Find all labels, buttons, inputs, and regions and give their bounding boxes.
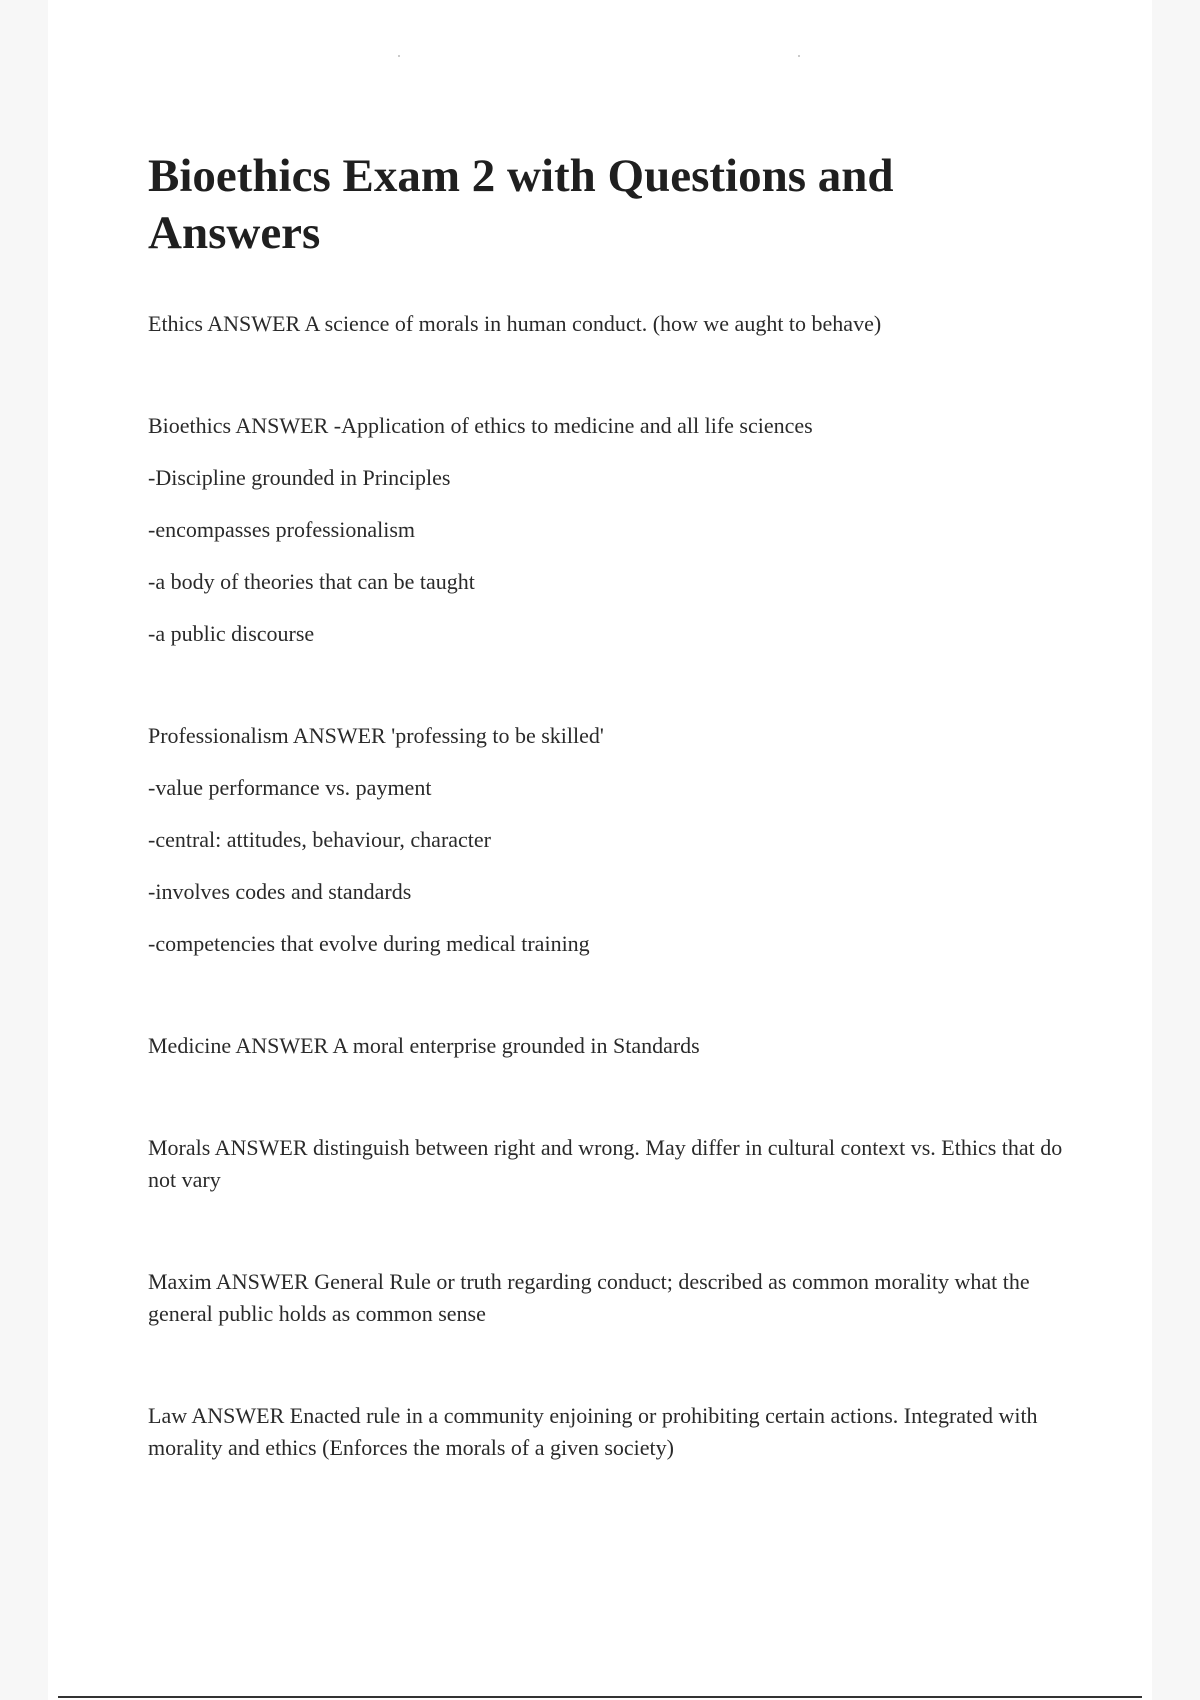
entry-maxim: [148, 1266, 1068, 1330]
entry-line: Ethics ANSWER A science of morals in human conduct. (how we aught to behave): [148, 311, 882, 336]
entry-line: Professionalism ANSWER 'professing to be skilled': [148, 723, 604, 748]
entry-morals: [148, 1132, 1068, 1196]
entry-paragraph: Maxim ANSWER General Rule or truth regarding conduct; described as common morality what the general public holds as common sense: [148, 1269, 1030, 1326]
document-title: Bioethics Exam 2 with Questions and Answers: [148, 150, 894, 259]
scan-speck: [798, 55, 800, 57]
entry-line: -a body of theories that can be taught: [148, 569, 475, 594]
entry-line: -value performance vs. payment: [148, 775, 432, 800]
document-body: [148, 308, 1068, 1464]
entry-line: Medicine ANSWER A moral enterprise grounded in Standards: [148, 1033, 700, 1058]
entry-bioethics: [148, 410, 1068, 650]
entry-line: -a public discourse: [148, 621, 315, 646]
entry-professionalism: [148, 720, 1068, 960]
entry-medicine: [148, 1030, 1068, 1062]
entry-line: -encompasses professionalism: [148, 517, 415, 542]
entry-paragraph: Law ANSWER Enacted rule in a community enjoining or prohibiting certain actions. Integrated with morality and ethics (Enforces the morals of a given society): [148, 1403, 1038, 1460]
entry-line: Bioethics ANSWER -Application of ethics to medicine and all life sciences: [148, 413, 813, 438]
entry-line: -involves codes and standards: [148, 879, 412, 904]
entry-paragraph: Morals ANSWER distinguish between right and wrong. May differ in cultural context vs. Ethics that do not vary: [148, 1135, 1063, 1192]
entry-line: -central: attitudes, behaviour, character: [148, 827, 491, 852]
entry-line: -Discipline grounded in Principles: [148, 465, 451, 490]
scan-speck: [398, 55, 400, 57]
entry-law: [148, 1400, 1068, 1464]
entry-line: -competencies that evolve during medical training: [148, 931, 590, 956]
footer-rule: [58, 1696, 1142, 1698]
entry-ethics: [148, 308, 1068, 340]
